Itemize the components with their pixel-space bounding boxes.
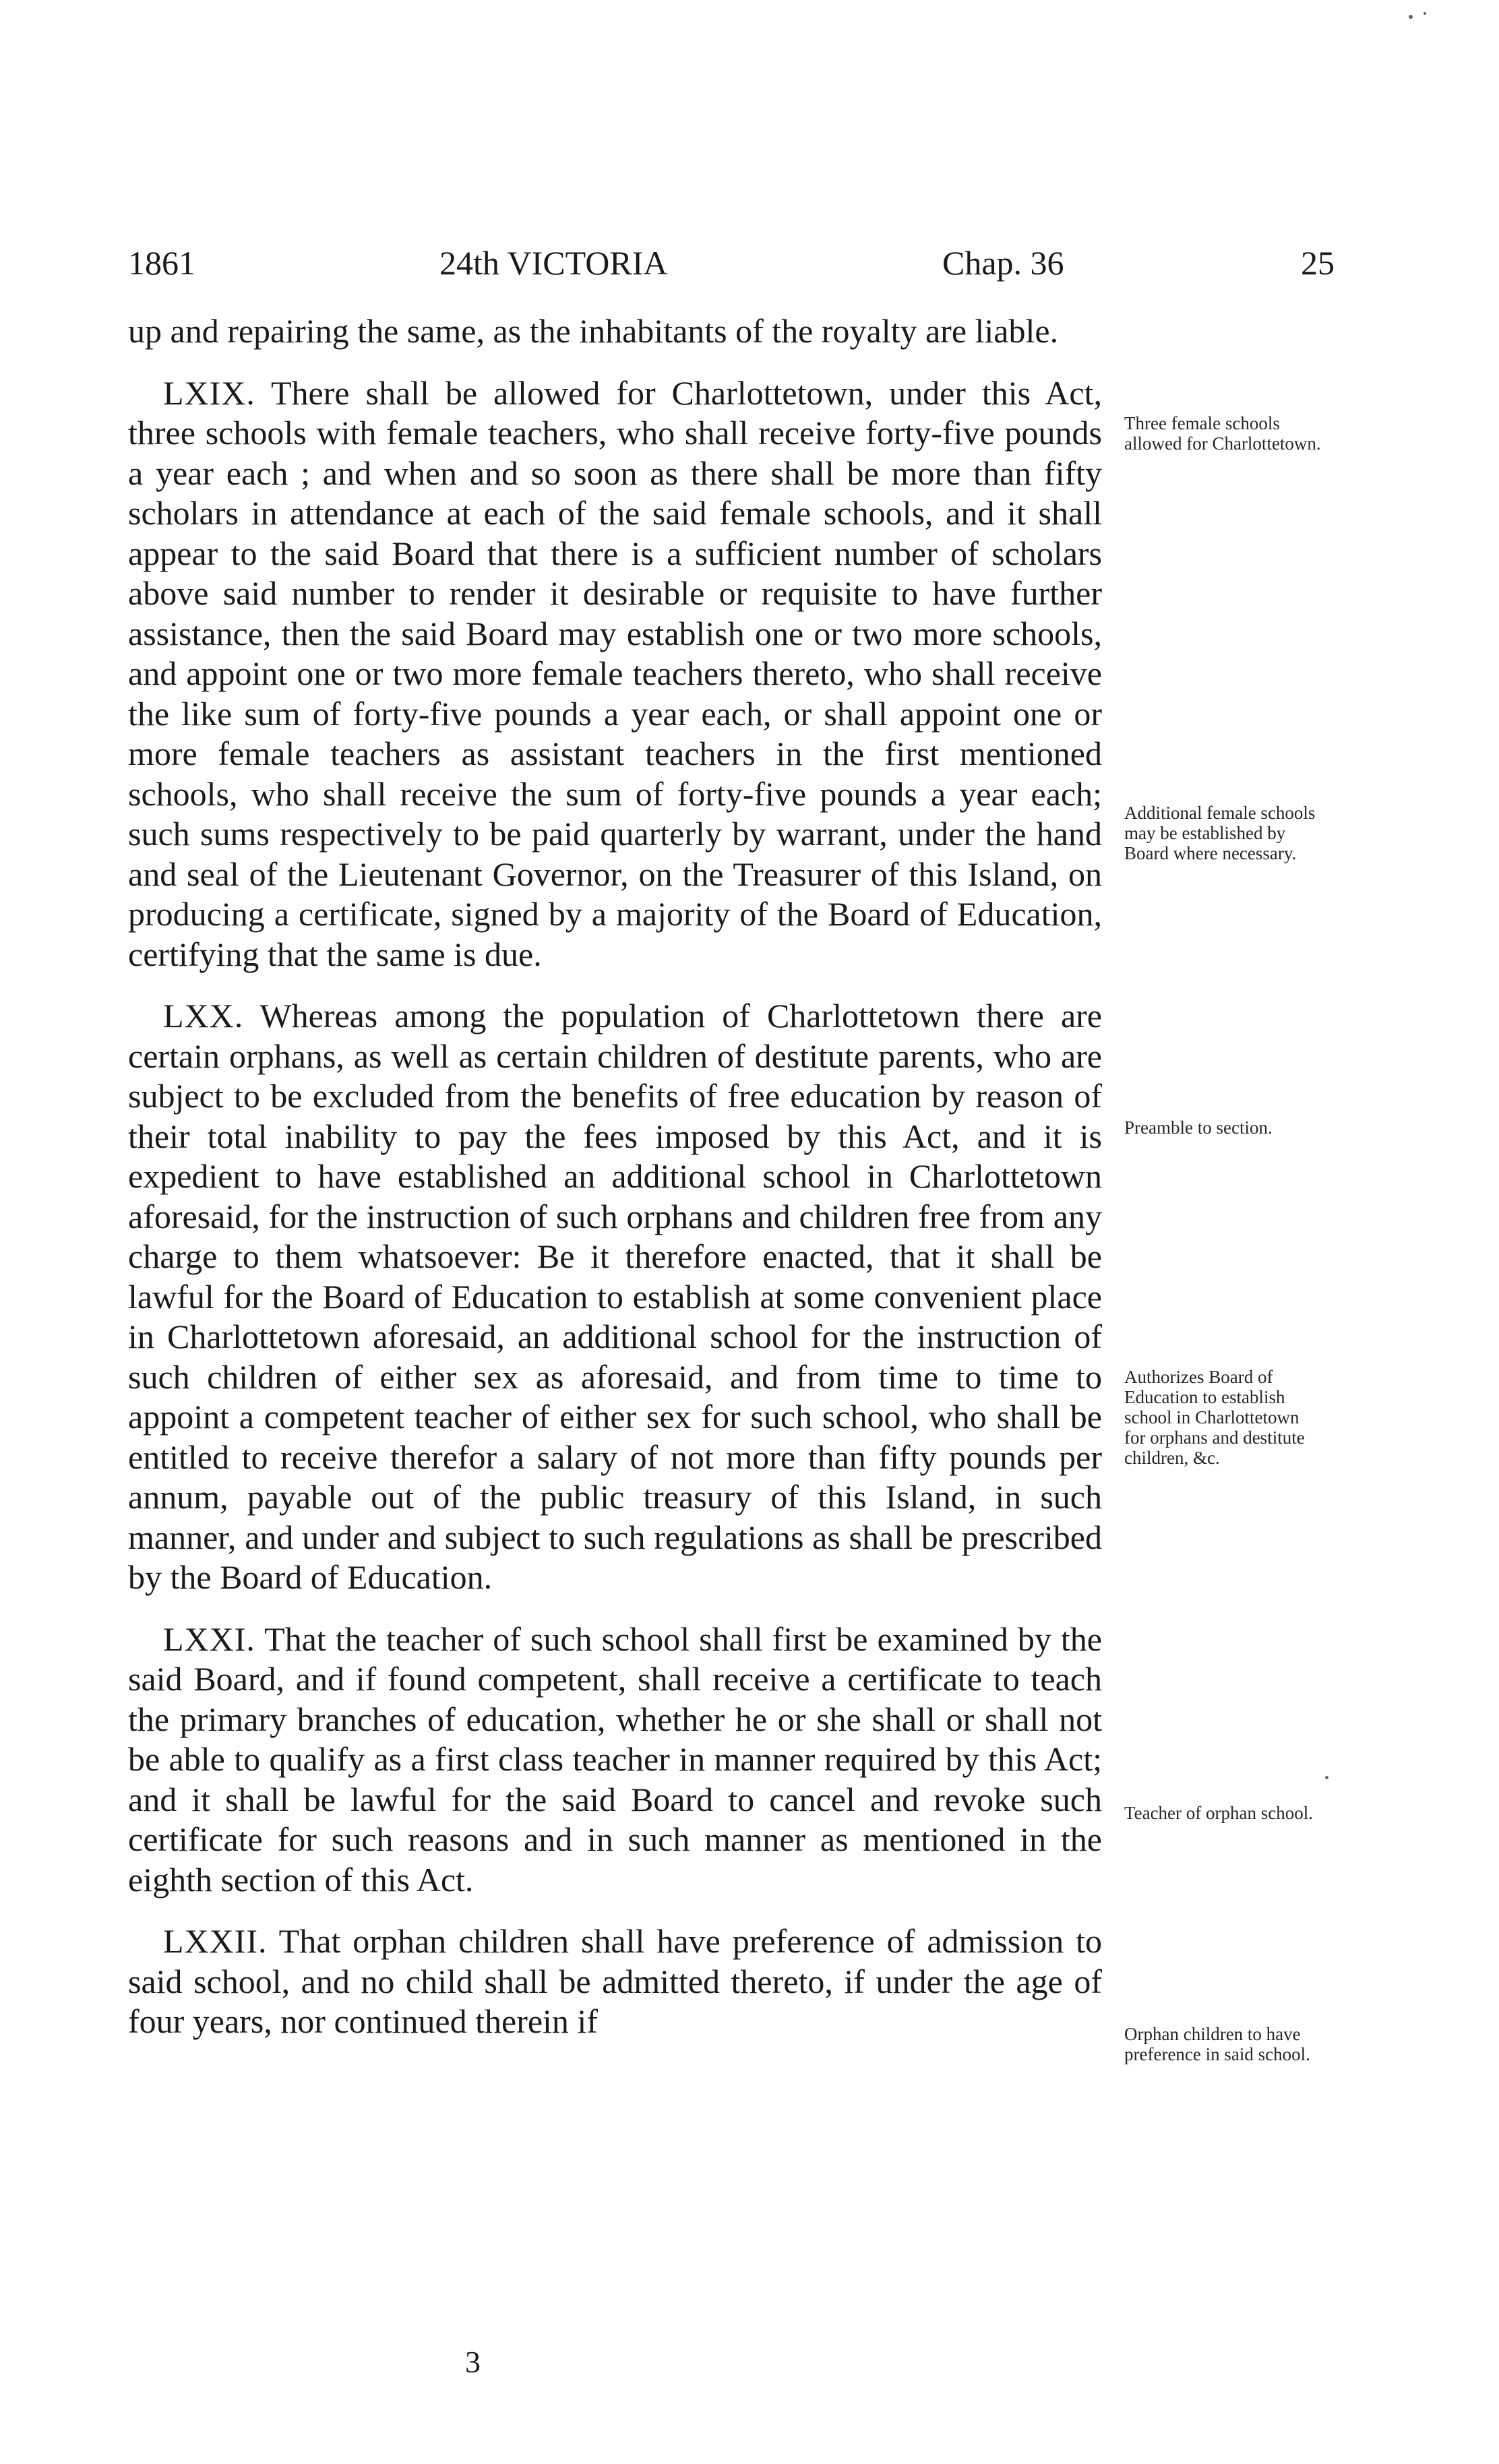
marginal-note: Three female schools allowed for Charlottetown. (1124, 413, 1321, 454)
section-number: LXXI. (163, 1620, 255, 1658)
section-number: LXX. (163, 997, 244, 1035)
main-text-column (128, 311, 1102, 2042)
header-year: 1861 (128, 244, 195, 282)
speck-mark (1409, 15, 1413, 19)
marginal-note: Preamble to section. (1124, 1117, 1273, 1138)
section-text: That the teacher of such school shall first be examined by the said Board, and if found competent, shall receive a certificate to teach the primary branches of education, whether he or she shall or shall not be able to qualify as a first class teacher in manner required by this Act; and it shall be lawful for the said Board to cancel and revoke such certificate for such reasons and in such manner as mentioned in the eighth section of this Act. (128, 1620, 1102, 1899)
marginal-note: Authorizes Board of Education to establish school in Charlottetown for orphans and destitute children, &c. (1124, 1367, 1305, 1468)
header-reign: 24th VICTORIA (439, 244, 668, 282)
continuation-paragraph: up and repairing the same, as the inhabitants of the royalty are liable. (128, 312, 1059, 350)
header-chapter: Chap. 36 (942, 244, 1064, 282)
section-lxix (128, 373, 1102, 975)
speck-mark (1325, 1776, 1328, 1779)
marginal-note: Teacher of orphan school. (1124, 1803, 1313, 1823)
signature-mark: 3 (465, 2345, 481, 2379)
marginal-note: Additional female schools may be established by Board where necessary. (1124, 803, 1316, 863)
section-lxxii (128, 1921, 1102, 2042)
speck-mark (1424, 12, 1426, 15)
section-number: LXIX. (163, 373, 255, 412)
section-lxx (128, 996, 1102, 1598)
section-number: LXXII. (163, 1922, 268, 1960)
running-header (128, 236, 1335, 290)
section-text: Whereas among the population of Charlottetown there are certain orphans, as well as certain children of destitute parents, who are subject to be excluded from the benefits of free education by reason of their total inability to pay the fees imposed by this Act, and it is expedient to have established an additional school in Charlottetown aforesaid, for the instruction of such orphans and children free from any charge to them whatsoever: Be it therefore enacted, that it shall be lawful for the Board of Education to establish at some convenient place in Charlottetown aforesaid, an additional school for the instruction of such children of either sex as aforesaid, and from time to time to appoint a competent teacher of either sex for such school, who shall be entitled to receive therefor a salary of not more than fifty pounds per annum, payable out of the public treasury of this Island, in such manner, and under and subject to such regulations as shall be prescribed by the Board of Education. (128, 997, 1102, 1596)
marginal-note: Orphan children to have preference in said school. (1124, 2024, 1310, 2064)
section-text: There shall be allowed for Charlottetown, under this Act, three schools with female teachers, who shall receive forty-five pounds a year each ; and when and so soon as there shall be more than fifty scholars in attendance at each of the said female schools, and it shall appear to the said Board that there is a sufficient number of scholars above said number to render it desirable or requisite to have further assistance, then the said Board may establish one or two more schools, and appoint one or two more female teachers thereto, who shall receive the like sum of forty-five pounds a year each, or shall appoint one or more female teachers as assistant teachers in the first mentioned schools, who shall receive the sum of forty-five pounds a year each; such sums respectively to be paid quarterly by warrant, under the hand and seal of the Lieutenant Governor, on the Treasurer of this Island, on producing a certificate, signed by a majority of the Board of Education, certifying that the same is due. (128, 373, 1102, 973)
header-page-number: 25 (1301, 244, 1335, 282)
section-text: That orphan children shall have preference of admission to said school, and no child shall be admitted thereto, if under the age of four years, nor continued therein if (128, 1922, 1103, 2040)
section-lxxi (128, 1620, 1102, 1901)
